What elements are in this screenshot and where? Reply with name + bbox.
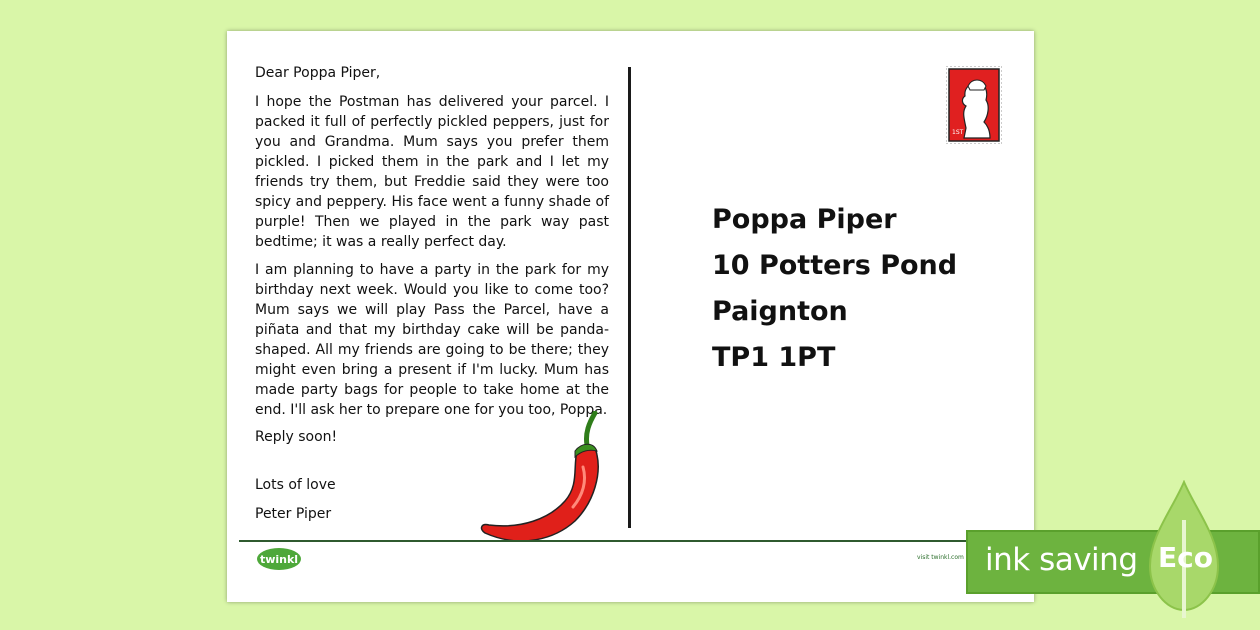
address-line-town: Paignton bbox=[712, 296, 848, 327]
svg-text:twinkl: twinkl bbox=[259, 553, 299, 566]
recipient-address bbox=[712, 197, 957, 381]
footer-url[interactable]: visit twinkl.com bbox=[917, 554, 964, 561]
letter-paragraph-2: I am planning to have a party in the park for my birthday next week. Would you like to come too? Mum says we will play Pass the Parcel, have a piñata and that my birthday cake will be panda-shaped. All my friends are going to be there; they might even bring a present if I'm lucky. Mum has made party bags for people to take home at the end. I'll ask her to prepare one for you too, Poppa. bbox=[255, 262, 609, 418]
address-line-postcode: TP1 1PT bbox=[712, 342, 836, 373]
address-line-name: Poppa Piper bbox=[712, 204, 897, 235]
postcard-divider bbox=[628, 67, 631, 528]
letter-body bbox=[255, 63, 609, 428]
stamp-icon bbox=[946, 66, 1002, 144]
twinkl-logo bbox=[256, 547, 302, 571]
letter-closing: Lots of love bbox=[255, 477, 336, 493]
svg-text:1ST: 1ST bbox=[952, 129, 964, 136]
postcard bbox=[227, 31, 1034, 602]
letter-signature: Peter Piper bbox=[255, 506, 332, 522]
chili-pepper-icon bbox=[477, 411, 612, 561]
footer-divider bbox=[239, 540, 1022, 542]
letter-reply: Reply soon! bbox=[255, 429, 338, 445]
letter-paragraph-1: I hope the Postman has delivered your parcel. I packed it full of perfectly pickled peppers, just for you and Grandma. Mum says you prefer them pickled. I picked them in the park and I let my friends try them, but Freddie said they were too spicy and peppery. His face went a funny shade of purple! Then we played in the park way past bedtime; it was a really perfect day. bbox=[255, 94, 609, 250]
letter-greeting: Dear Poppa Piper, bbox=[255, 65, 381, 81]
eco-label: Eco bbox=[1158, 541, 1213, 574]
ink-saving-text: ink saving bbox=[985, 542, 1138, 578]
address-line-street: 10 Potters Pond bbox=[712, 250, 958, 281]
